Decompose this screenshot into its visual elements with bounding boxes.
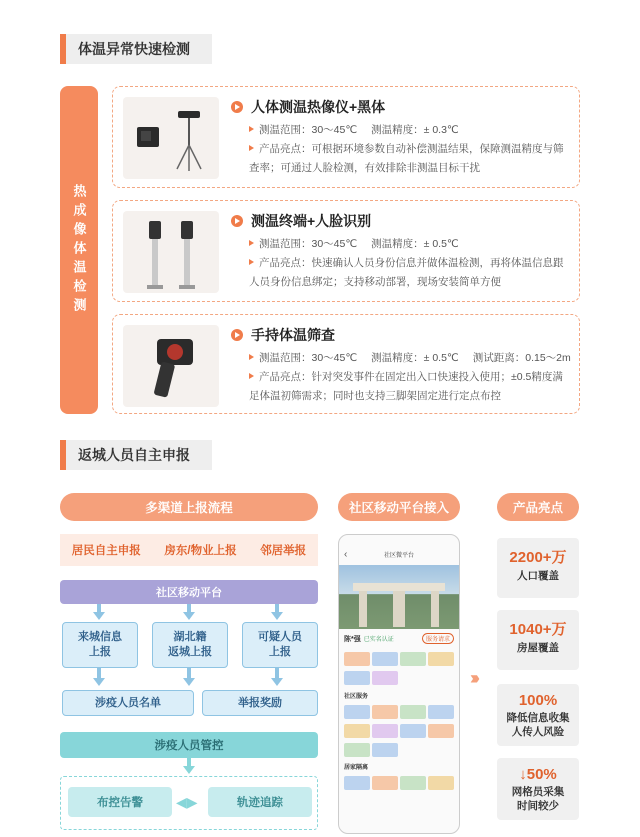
source-arrival-info: 来城信息 上报 [62,622,138,668]
service-icon[interactable] [428,652,454,666]
temperature-terminal-image [123,211,219,293]
deploy-alarm: 布控告警 [68,787,172,817]
side-label-thermal: 热成像体温检测 [60,86,98,414]
triangle-bullet-icon [249,259,254,265]
highlight-text: 产品亮点：可根据环境参数自动补偿测温结果，保障测温精度与筛查率；可通过人脸检测，有效排除非测温目标干扰 [249,143,564,174]
service-icon[interactable] [372,705,398,719]
section-title-return-report: 返城人员自主申报 [60,440,212,470]
flow-arrow [93,678,105,686]
feature-time-saving [497,758,579,820]
service-icon[interactable] [372,743,398,757]
feature-risk-reduction [497,684,579,746]
section-title-temperature: 体温异常快速检测 [60,34,212,64]
community-service-grid [339,702,459,760]
service-icon[interactable] [344,671,370,685]
feature-housing [497,610,579,670]
precision-label: 测温精度：± 0.5℃ [371,238,459,250]
triangle-bullet-icon [249,354,254,360]
precision-label: 测温精度：± 0.3℃ [371,124,459,136]
play-bullet-icon [231,101,243,113]
service-icon[interactable] [372,652,398,666]
highlight-text: 产品亮点：快速确认人员身份信息并做体温检测，再将体温信息跟人员身份信息绑定；支持移动部署，现场安装简单方便 [249,257,564,288]
flow-arrow [97,604,101,612]
flow-arrow [187,668,191,678]
back-icon[interactable]: ‹ [344,548,348,560]
phone-section-community-service: 社区服务 [344,694,369,700]
channel-row [60,534,318,566]
flow-arrow [275,604,279,612]
feature-label: 降低信息收集 人传人风险 [506,712,570,738]
feature-label: 人口覆盖 [517,570,559,582]
precision-label: 测温精度：± 0.5℃ [371,352,459,364]
service-icon[interactable] [372,724,398,738]
flow-arrow [271,678,283,686]
triangle-bullet-icon [249,240,254,246]
feature-label: 房屋覆盖 [517,642,559,654]
triangle-bullet-icon [249,126,254,132]
flow-arrow [183,678,195,686]
feature-population [497,538,579,598]
triangle-bullet-icon [249,145,254,151]
service-icon[interactable] [400,652,426,666]
flow-arrow [97,668,101,678]
track-trace: 轨迹追踪 [208,787,312,817]
service-icon[interactable] [344,776,370,790]
card-title: 测温终端+人脸识别 [251,213,372,229]
service-icon[interactable] [344,743,370,757]
service-icon[interactable] [344,724,370,738]
channel-resident: 居民自主申报 [71,545,141,557]
service-icon[interactable] [428,724,454,738]
flow-arrow [271,612,283,620]
feature-value: 2200+万 [509,549,567,566]
card-title: 手持体温筛查 [251,327,335,343]
service-icon[interactable] [400,724,426,738]
handheld-camera-image [123,325,219,407]
user-tag: 已实名认证 [363,637,394,643]
flow-arrow [275,668,279,678]
service-grid [339,648,459,689]
distance-label: 测试距离：0.15～2m [472,352,571,364]
service-icon[interactable] [344,652,370,666]
phone-section-home-isolation: 居家隔离 [344,765,369,771]
product-card-terminal [112,200,580,302]
product-card-handheld [112,314,580,414]
feature-value: ↓50% [519,766,557,783]
flow-arrow [93,612,105,620]
triangle-bullet-icon [249,373,254,379]
source-suspicious-person: 可疑人员 上报 [242,622,318,668]
chevron-right-icon: ››› [470,668,476,688]
thermal-imager-image [123,97,219,179]
features-header: 产品亮点 [497,493,579,521]
flow-header: 多渠道上报流程 [60,493,318,521]
flow-arrow [183,612,195,620]
flow-arrow [187,758,191,766]
report-reward: 举报奖励 [202,690,318,716]
community-banner-image [339,565,459,629]
service-icon[interactable] [372,671,398,685]
platform-bar: 社区移动平台 [60,580,318,604]
play-bullet-icon [231,215,243,227]
channel-landlord: 房东/物业上报 [164,545,237,557]
isolation-grid [339,773,459,793]
flow-arrow [187,604,191,612]
play-bullet-icon [231,329,243,341]
highlight-text: 产品亮点：针对突发事件在固定出入口快速投入使用；±0.5精度满足体温初筛需求；同时也支持三脚架固定进行定点布控 [249,371,563,402]
epidemic-control-bar: 涉疫人员管控 [60,732,318,758]
bidirectional-arrow-icon: ◀▶ [176,794,198,810]
service-icon[interactable] [428,776,454,790]
product-card-thermal-imager [112,86,580,188]
app-title: 社区微平台 [383,552,414,559]
range-label: 测温范围：30～45℃ [259,352,358,364]
flow-arrow [183,766,195,774]
service-icon[interactable] [400,776,426,790]
card-title: 人体测温热像仪+黑体 [251,99,386,115]
service-icon[interactable] [428,705,454,719]
feature-value: 1040+万 [509,621,567,638]
service-icon[interactable] [372,776,398,790]
range-label: 测温范围：30～45℃ [259,238,358,250]
epidemic-person-list: 涉疫人员名单 [62,690,194,716]
service-request-button[interactable]: 服务请求 [422,633,454,644]
source-hubei-return: 湖北籍 返城上报 [152,622,228,668]
feature-value: 100% [518,692,558,709]
user-name: 陈*强 [344,635,361,643]
service-icon[interactable] [400,705,426,719]
phone-header: 社区移动平台接入 [338,493,460,521]
service-icon[interactable] [344,705,370,719]
feature-label: 网格员采集 时间较少 [511,786,565,812]
phone-mockup [338,534,460,834]
range-label: 测温范围：30～45℃ [259,124,358,136]
channel-neighbor: 邻居举报 [260,545,307,557]
